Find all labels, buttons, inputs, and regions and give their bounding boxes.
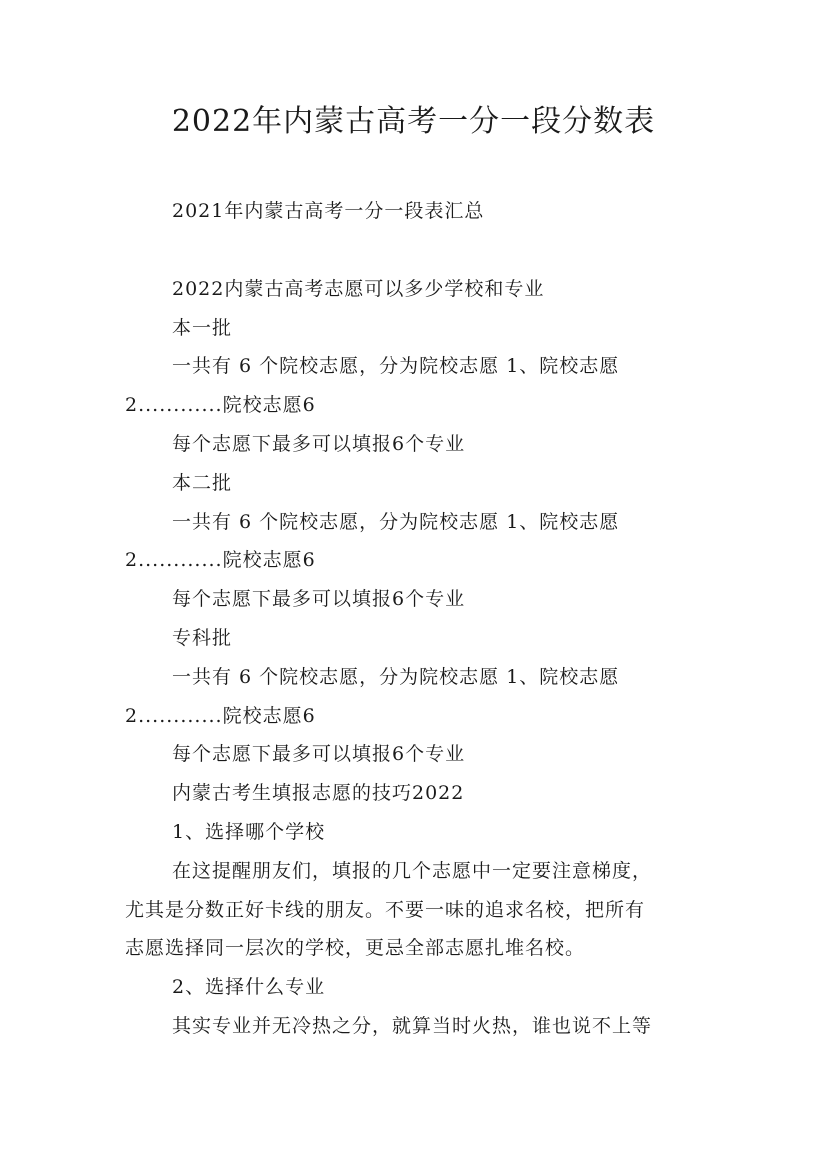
- paragraph-line: 2............院校志愿6: [125, 705, 316, 727]
- section-heading: 专科批: [172, 627, 233, 649]
- section-heading: 2、选择什么专业: [172, 976, 326, 998]
- paragraph-line: 尤其是分数正好卡线的朋友。不要一味的追求名校，把所有: [125, 899, 646, 921]
- paragraph-line: 其实专业并无冷热之分，就算当时火热，谁也说不上等: [172, 1015, 653, 1037]
- paragraph-line: 2............院校志愿6: [125, 549, 316, 571]
- paragraph-line: 2022内蒙古高考志愿可以多少学校和专业: [172, 278, 545, 300]
- paragraph-line: 在这提醒朋友们，填报的几个志愿中一定要注意梯度，: [172, 860, 653, 882]
- section-heading: 1、选择哪个学校: [172, 821, 326, 843]
- document-title: 2022年内蒙古高考一分一段分数表: [171, 104, 656, 139]
- paragraph-line: 每个志愿下最多可以填报6个专业: [172, 433, 466, 455]
- section-heading: 本二批: [172, 472, 233, 494]
- paragraph-line: 一共有 6 个院校志愿，分为院校志愿 1、院校志愿: [172, 666, 620, 688]
- paragraph-line: 一共有 6 个院校志愿，分为院校志愿 1、院校志愿: [172, 355, 620, 377]
- paragraph-line: 一共有 6 个院校志愿，分为院校志愿 1、院校志愿: [172, 511, 620, 533]
- paragraph-line: 志愿选择同一层次的学校，更忌全部志愿扎堆名校。: [125, 937, 586, 959]
- section-heading: 本一批: [172, 317, 233, 339]
- paragraph-line: 2021年内蒙古高考一分一段表汇总: [172, 200, 485, 222]
- section-heading: 内蒙古考生填报志愿的技巧2022: [172, 782, 465, 804]
- paragraph-line: 每个志愿下最多可以填报6个专业: [172, 588, 466, 610]
- paragraph-line: 2............院校志愿6: [125, 394, 316, 416]
- paragraph-line: 每个志愿下最多可以填报6个专业: [172, 743, 466, 765]
